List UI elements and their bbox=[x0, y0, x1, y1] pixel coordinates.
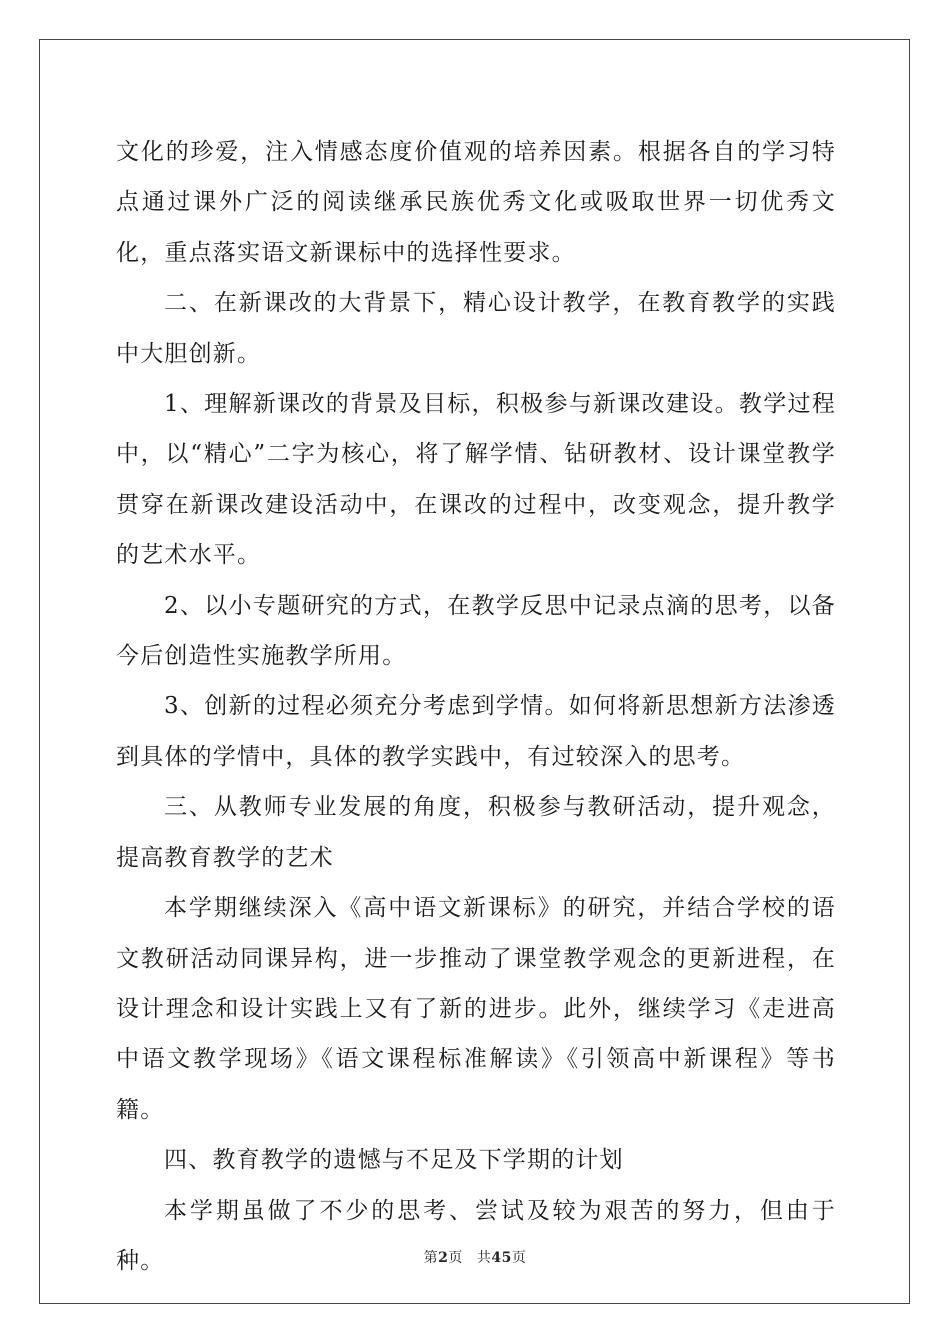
total-pages: 45 bbox=[491, 1250, 512, 1266]
page-number: 2 bbox=[438, 1250, 449, 1266]
total-prefix: 共 bbox=[476, 1250, 492, 1266]
page-prefix: 第 bbox=[423, 1250, 439, 1266]
paragraph-9: 本学期虽做了不少的思考、尝试及较为艰苦的努力，但由于种。 bbox=[116, 1197, 836, 1274]
page-suffix: 页 bbox=[448, 1250, 463, 1266]
paragraph-8: 四、教育教学的遗憾与不足及下学期的计划 bbox=[164, 1147, 624, 1174]
paragraph-7: 本学期继续深入《高中语文新课标》的研究，并结合学校的语文教研活动同课异构，进一步推动了课堂教学观念的更新进程，在设计理念和设计实践上又有了新的进步。此外，继续学习《走进高中语文教学现场》《语文课程标准解读》《引领高中新课程》等书籍。 bbox=[116, 895, 836, 1123]
paragraph-1: 文化的珍爱，注入情感态度价值观的培养因素。根据各自的学习特点通过课外广泛的阅读继承民族优秀文化或吸取世界一切优秀文化，重点落实语文新课标中的选择性要求。 bbox=[116, 139, 836, 266]
total-suffix: 页 bbox=[511, 1250, 527, 1266]
document-body bbox=[116, 127, 836, 1286]
page-footer bbox=[0, 1247, 950, 1267]
paragraph-2: 二、在新课改的大背景下，精心设计教学，在教育教学的实践中大胆创新。 bbox=[116, 290, 836, 367]
paragraph-5: 3、创新的过程必须充分考虑到学情。如何将新思想新方法渗透到具体的学情中，具体的教学实践中，有过较深入的思考。 bbox=[116, 693, 836, 770]
paragraph-4: 2、以小专题研究的方式，在教学反思中记录点滴的思考，以备今后创造性实施教学所用。 bbox=[116, 592, 836, 670]
paragraph-3: 1、理解新课改的背景及目标，积极参与新课改建设。教学过程中，以“精心”二字为核心，将了解学情、钻研教材、设计课堂教学贯穿在新课改建设活动中，在课改的过程中，改变观念，提升教学的艺术水平。 bbox=[116, 391, 836, 569]
paragraph-6: 三、从教师专业发展的角度，积极参与教研活动，提升观念，提高教育教学的艺术 bbox=[116, 794, 836, 871]
